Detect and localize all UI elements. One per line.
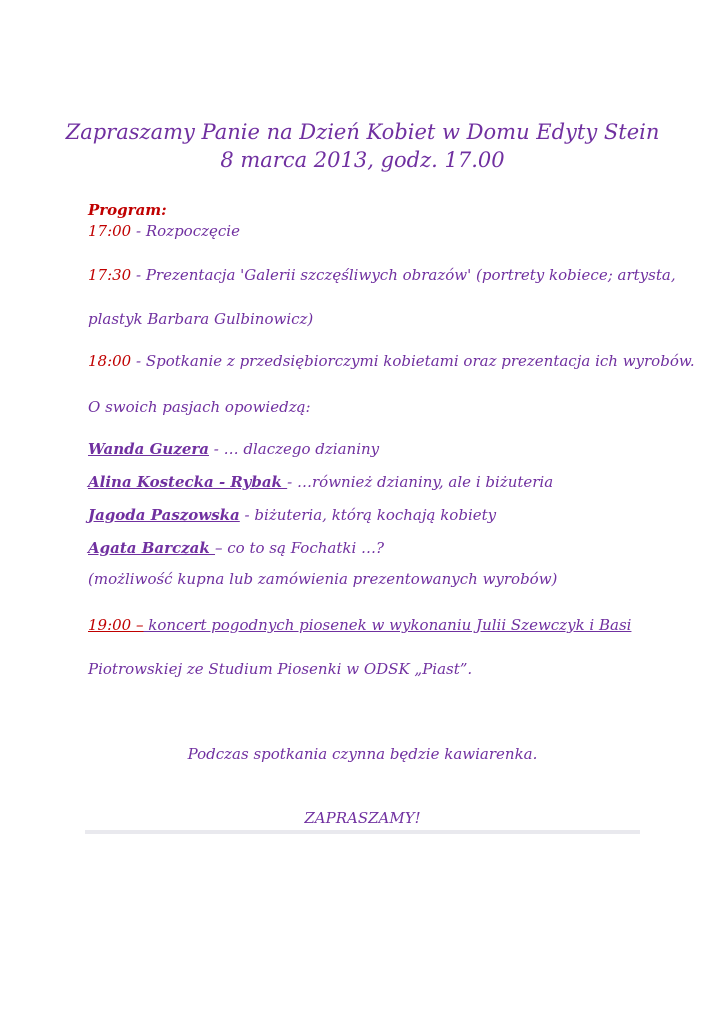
speaker-topic: – co to są Fochatki …? [215,539,385,557]
speaker-topic: - … dlaczego dzianiny [209,440,380,458]
program-item-1730 [88,265,676,285]
speaker-name: Agata Barczak [88,539,216,557]
title-line-1: Zapraszamy Panie na Dzień Kobiet w Domu Edyty Stein [65,120,660,144]
program-heading: Program: [88,201,167,219]
title-line-2: 8 marca 2013, godz. 17.00 [220,148,505,172]
program-item-1730-continued: plastyk Barbara Gulbinowicz) [88,310,314,328]
speakers-intro: O swoich pasjach opowiedzą: [88,398,311,416]
speaker-jagoda-paszowska [88,505,496,525]
speaker-name: Wanda Guzera [88,440,209,458]
purchase-note: (możliwość kupna lub zamówienia prezentowanych wyrobów) [88,570,558,588]
concert-line [88,615,631,635]
program-item-1700 [88,221,240,241]
concert-text: koncert pogodnych piosenek w wykonaniu Julii Szewczyk i Basi [143,616,632,634]
speaker-agata-barczak [88,538,384,558]
speaker-topic: - biżuteria, którą kochają kobiety [239,506,497,524]
program-text: - Spotkanie z przedsiębiorczymi kobietami oraz prezentacja ich wyrobów. [131,352,695,370]
cafe-note: Podczas spotkania czynna będzie kawiarenka. [187,745,538,763]
footer-divider [85,830,640,834]
program-time: 17:30 [88,266,132,284]
concert-line-continued: Piotrowskiej ze Studium Piosenki w ODSK „Piast”. [88,660,473,678]
invitation-closing: ZAPRASZAMY! [304,809,421,827]
speaker-name: Jagoda Paszowska [88,506,240,524]
program-text: - Rozpoczęcie [131,222,240,240]
speaker-topic: - …również dzianiny, ale i biżuteria [287,473,554,491]
program-time: 18:00 [88,352,132,370]
concert-time: 19:00 – [88,616,144,634]
speaker-alina-kostecka-rybak [88,472,553,492]
program-text: - Prezentacja 'Galerii szczęśliwych obrazów' (portrety kobiece; artysta, [131,266,676,284]
speaker-wanda-guzera [88,439,379,459]
speaker-name: Alina Kostecka - Rybak [88,473,288,491]
program-time: 17:00 [88,222,132,240]
program-item-1800 [88,351,695,371]
